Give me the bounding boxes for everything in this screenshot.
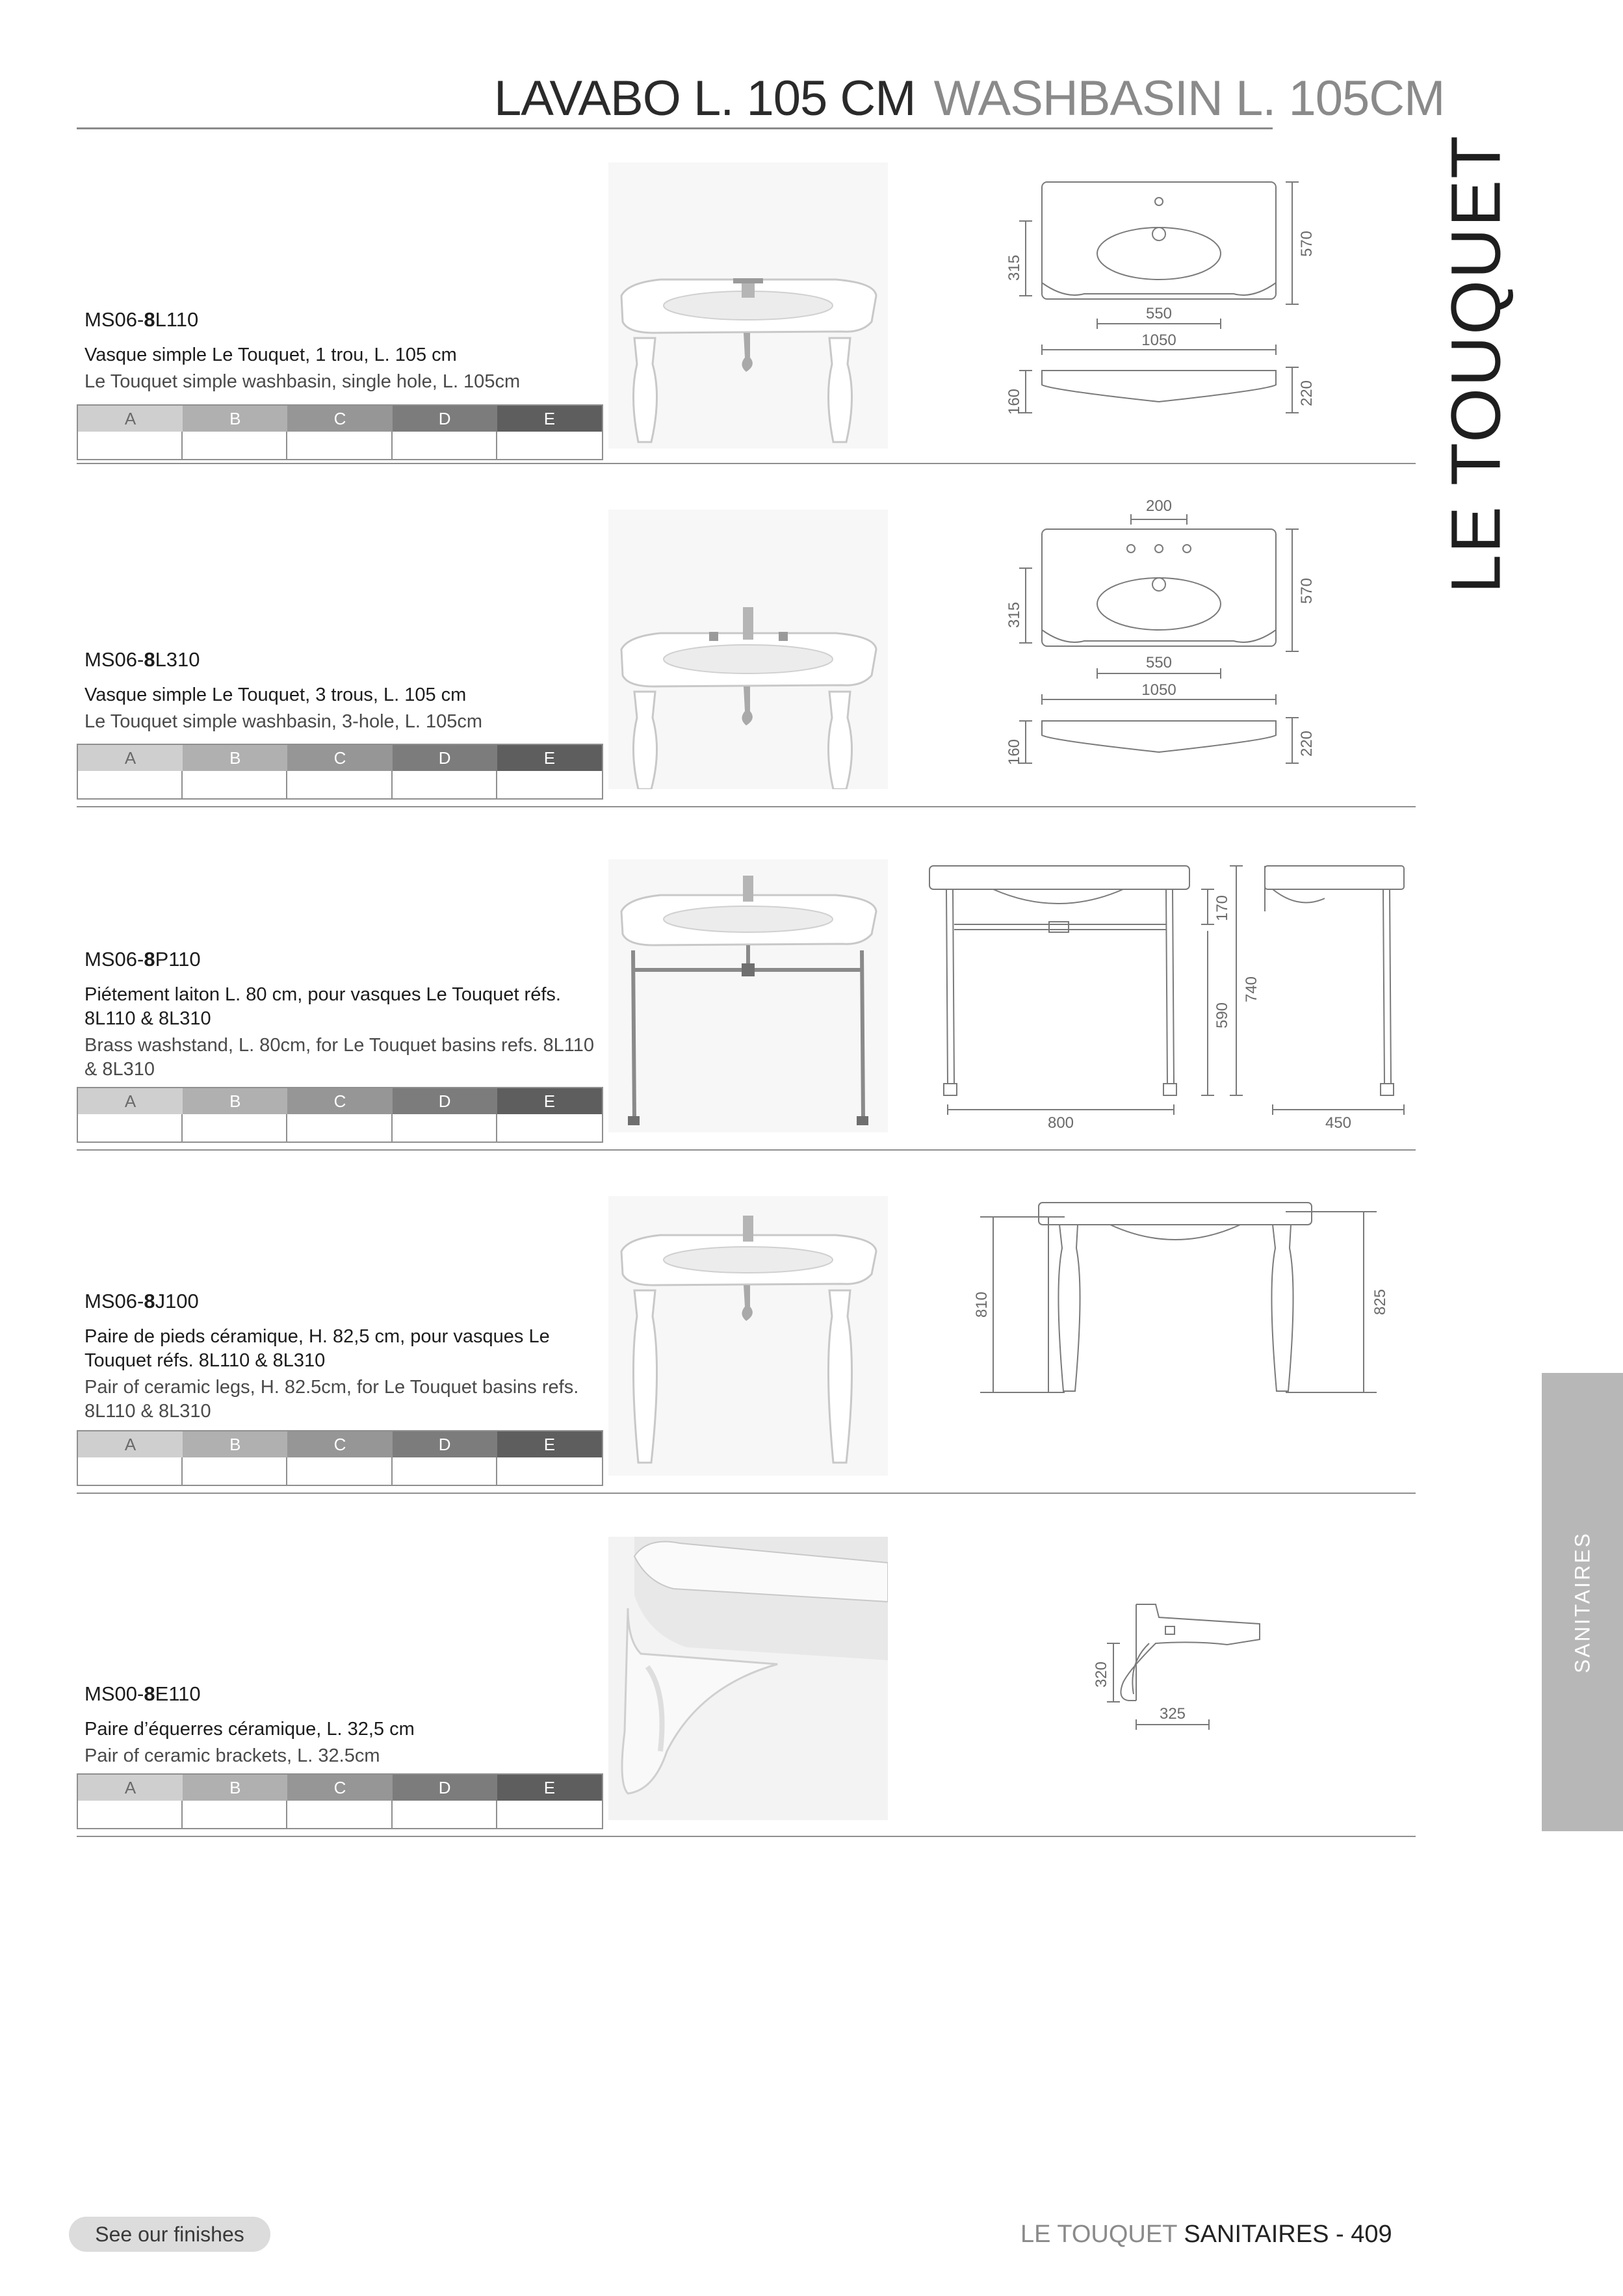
footer-collection: LE TOUQUET [1020,2221,1177,2248]
product-desc-en: Le Touquet simple washbasin, single hole, L. 105cm [84,371,521,392]
footer-section-page: SANITAIRES - 409 [1184,2221,1392,2248]
finish-header-b: B [183,745,287,771]
finish-cell[interactable] [497,1457,602,1485]
product-desc-fr: Paire d’équerres céramique, L. 32,5 cm [84,1719,415,1740]
dim-label: 1050 [1141,332,1176,349]
product-row [77,464,1416,807]
dim-label: 200 [1145,497,1173,515]
product-row [77,1151,1416,1494]
product-info [84,1290,598,1424]
dim-label: 740 [1243,976,1260,1003]
finish-cell[interactable] [393,771,497,798]
finish-header-d: D [393,406,497,432]
dim-label: 810 [973,1291,991,1318]
dim-label: 315 [1006,254,1023,281]
dim-label: 825 [1371,1288,1389,1316]
finish-cell[interactable] [287,771,392,798]
finish-cell[interactable] [183,771,287,798]
finish-cell[interactable] [393,1457,497,1485]
dim-label: 800 [1047,1114,1074,1132]
product-code: MS00-8E110 [84,1682,201,1705]
finish-cell[interactable] [287,432,392,459]
finish-header-e: E [497,1088,602,1114]
product-code: MS06-8L110 [84,308,199,331]
product-code: MS06-8P110 [84,948,201,971]
dim-label: 450 [1325,1114,1352,1132]
finish-header-e: E [497,1775,602,1801]
finish-header-c: C [287,406,392,432]
dim-label: 315 [1006,601,1023,629]
dim-label: 220 [1298,730,1316,757]
finish-header-c: C [287,745,392,771]
product-desc-en: Brass washstand, L. 80cm, for Le Touquet basins refs. 8L110 & 8L310 [84,1035,594,1080]
dim-label: 550 [1145,654,1173,672]
dimension-drawing [1052,1591,1312,1786]
finish-table [77,404,603,460]
dimension-drawing [987,490,1442,796]
finish-cell[interactable] [78,1114,183,1141]
finish-cell[interactable] [78,1801,183,1828]
finish-cell[interactable] [497,1801,602,1828]
product-desc-fr: Piétement laiton L. 80 cm, pour vasques Le Touquet réfs. 8L110 & 8L310 [84,984,561,1029]
product-photo [608,510,888,789]
page-footer [1020,2221,1392,2249]
finish-table [77,1087,603,1143]
finish-cell[interactable] [183,432,287,459]
dim-label: 550 [1145,305,1173,322]
collection-vertical-label: LE TOUQUET [1436,134,1515,594]
finish-cell[interactable] [183,1114,287,1141]
dim-label: 170 [1214,894,1231,922]
finish-header-c: C [287,1431,392,1457]
product-photo [608,859,888,1132]
dim-label: 570 [1298,230,1316,257]
product-row [77,807,1416,1151]
finish-header-b: B [183,1775,287,1801]
dim-label: 1050 [1141,681,1176,699]
row-divider [77,1836,1416,1837]
finish-header-a: A [78,1775,183,1801]
dim-label: 570 [1298,577,1316,605]
finish-cell[interactable] [78,432,183,459]
finish-header-d: D [393,1431,497,1457]
product-photo [608,1537,888,1820]
dimension-drawing [987,156,1442,442]
product-row [77,1494,1416,1837]
finish-cell[interactable] [78,771,183,798]
finish-header-a: A [78,745,183,771]
finish-cell[interactable] [183,1801,287,1828]
finish-header-b: B [183,1431,287,1457]
finish-header-e: E [497,1431,602,1457]
product-desc-en: Pair of ceramic legs, H. 82.5cm, for Le Touquet basins refs. 8L110 & 8L310 [84,1377,579,1422]
product-info [84,308,598,394]
title-fr: LAVABO L. 105 CM [494,71,916,126]
finish-header-d: D [393,745,497,771]
finish-header-e: E [497,406,602,432]
finish-cell[interactable] [78,1457,183,1485]
finish-table [77,744,603,800]
finish-cell[interactable] [287,1801,392,1828]
dim-label: 160 [1006,388,1023,415]
dimension-drawing [922,859,1494,1132]
finish-header-c: C [287,1088,392,1114]
dim-label: 160 [1006,738,1023,766]
product-info [84,648,598,734]
finish-cell[interactable] [287,1457,392,1485]
page-title [494,70,1444,127]
title-divider [77,127,1273,129]
finish-cell[interactable] [497,432,602,459]
finish-header-c: C [287,1775,392,1801]
finish-cell[interactable] [287,1114,392,1141]
product-row [77,156,1416,464]
finish-cell[interactable] [393,1114,497,1141]
product-desc-en: Le Touquet simple washbasin, 3-hole, L. 105cm [84,711,483,732]
finish-table [77,1773,603,1829]
finish-header-b: B [183,1088,287,1114]
finish-header-b: B [183,406,287,432]
product-desc-fr: Vasque simple Le Touquet, 3 trous, L. 105 cm [84,685,467,705]
product-code: MS06-8L310 [84,648,200,671]
finish-table [77,1430,603,1486]
section-side-tab[interactable]: SANITAIRES [1542,1373,1623,1831]
dim-label: 590 [1214,1002,1231,1029]
product-info [84,1682,598,1768]
finish-header-a: A [78,406,183,432]
finish-header-a: A [78,1431,183,1457]
finish-cell[interactable] [497,1114,602,1141]
finish-header-a: A [78,1088,183,1114]
dim-label: 320 [1093,1661,1110,1688]
finish-cell[interactable] [183,1457,287,1485]
finish-cell[interactable] [497,771,602,798]
dim-label: 325 [1159,1705,1186,1723]
dimension-drawing [948,1190,1481,1463]
product-desc-fr: Vasque simple Le Touquet, 1 trou, L. 105 cm [84,345,457,365]
product-photo [608,163,888,449]
product-photo [608,1196,888,1476]
dim-label: 220 [1298,380,1316,407]
product-code: MS06-8J100 [84,1290,199,1312]
finish-cell[interactable] [393,1801,497,1828]
product-desc-fr: Paire de pieds céramique, H. 82,5 cm, pour vasques Le Touquet réfs. 8L110 & 8L310 [84,1326,550,1371]
see-finishes-button[interactable]: See our finishes [69,2217,270,2252]
finish-header-d: D [393,1088,497,1114]
finish-header-d: D [393,1775,497,1801]
finish-header-e: E [497,745,602,771]
finish-cell[interactable] [393,432,497,459]
title-en: WASHBASIN L. 105CM [933,71,1445,126]
product-desc-en: Pair of ceramic brackets, L. 32.5cm [84,1745,380,1766]
product-info [84,948,598,1082]
